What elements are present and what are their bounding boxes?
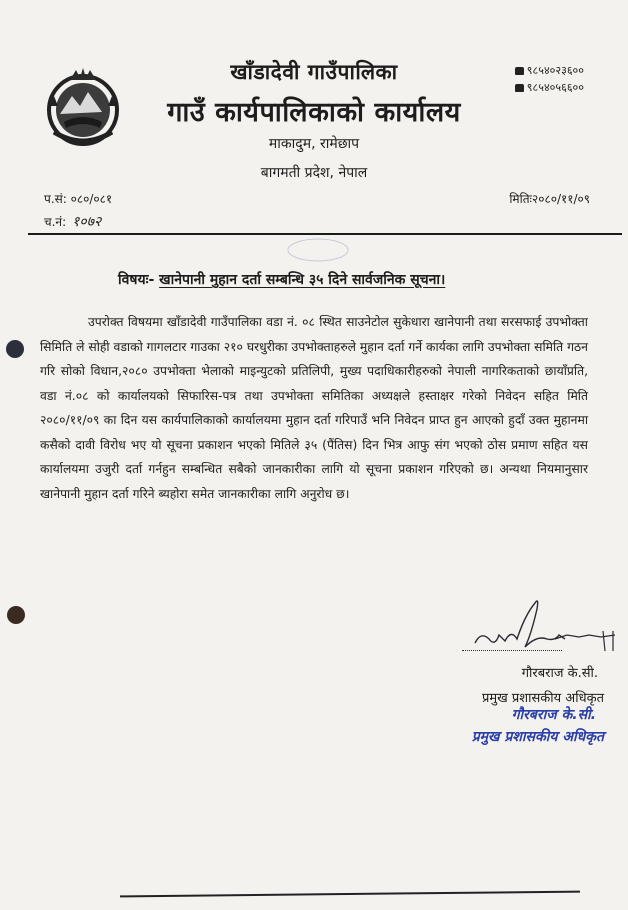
header-divider [28,233,622,235]
address-line: माकादुम, रामेछाप [268,136,360,152]
handwritten-signature [455,595,625,665]
province-line: बागमती प्रदेश, नेपाल [260,165,368,181]
office-name: गाउँ कार्यपालिकाको कार्यालय [167,97,461,128]
faint-stamp-mark [283,236,353,264]
notice-body: उपरोक्त विषयमा खाँडादेवी गाउँपालिका वडा नं. ०८ स्थित साउनेटोल सुकेधारा खानेपानी तथा सरसफाई उपभोक्ता सिमिति ले सोही वडाको गागलटार गाउका २१० घरधुरीका उपभोक्ताहरुले मुहान दर्ता गर्ने कार्यका लागि उपभोक्ता समिति गठन गरि सोको विधान,२०८० उपभोक्ता भेलाको माइन्युटको प्रतिलिपी, मुख्य पदाधिकारीहरुको नेपाली नागरिकताको छायाँप्रति, वडा नं.०८ को कार्यालयको सिफारिस-पत्र तथा उपभोक्ता समितिका अध्यक्षले हस्ताक्षर गरेको निवेदन सहित मिति २०८०/११/०९ का दिन यस कार्यपालिकाको कार्यालयमा मुहान दर्ता गरिपाउँ भनि निवेदन प्राप्त हुन आएको हुदाँ उक्त मुहानमा कसैको दावी विरोध भए यो सूचना प्रकाशन भएको मितिले ३५ (पैंतिस) दिन भित्र आफु संग भएको ठोस प्रमाण सहित यस कार्यालयमा उजुरी दर्ता गर्नहुन सम्बन्धित सबैको जानकारीका लागि यो सूचना प्रकाशन गरिएको छ। अन्यथा नियमानुसार खानेपानी मुहान दर्ता गरिने ब्यहोरा समेत जानकारीका लागि अनुरोध छ। [40,315,588,501]
municipality-name: खाँडादेवी गाउँपालिका [230,60,398,84]
punch-hole [6,340,24,358]
phone-icon [515,84,524,92]
signatory-title: प्रमुख प्रशासकीय अधिकृत [481,691,604,706]
stamp-title: प्रमुख प्रशासकीय अधिकृत [471,729,604,745]
phone-icon [515,67,524,75]
dispatch-value: १०७२ [72,214,102,230]
phone-row [515,62,584,79]
subject-line [118,270,445,289]
subject-text: खानेपानी मुहान दर्ता सम्बन्धि ३५ दिने सार्वजनिक सूचना। [159,272,446,288]
phone-number: ९८५४०२३६०० [526,64,584,77]
signature-dotted-line [462,650,562,651]
phone-numbers [515,62,584,96]
footer-line [120,891,580,898]
letter-date: मितिः२०८०/११/०९ [509,192,590,206]
phone-number: ९८५४०५६६०० [526,81,584,94]
punch-hole [7,606,25,624]
stamp-name: गौरबराज के.सी. [511,707,596,723]
subject-prefix: विषयः- [118,272,155,288]
dispatch-label: च.नं: [44,215,67,229]
phone-row [515,79,584,96]
letter-reference: प.सं: ०८०/०८१ [44,192,113,206]
signatory-name: गौरबराज के.सी. [521,666,598,681]
faint-stamp-icon [283,236,353,264]
dispatch-number [44,212,101,231]
